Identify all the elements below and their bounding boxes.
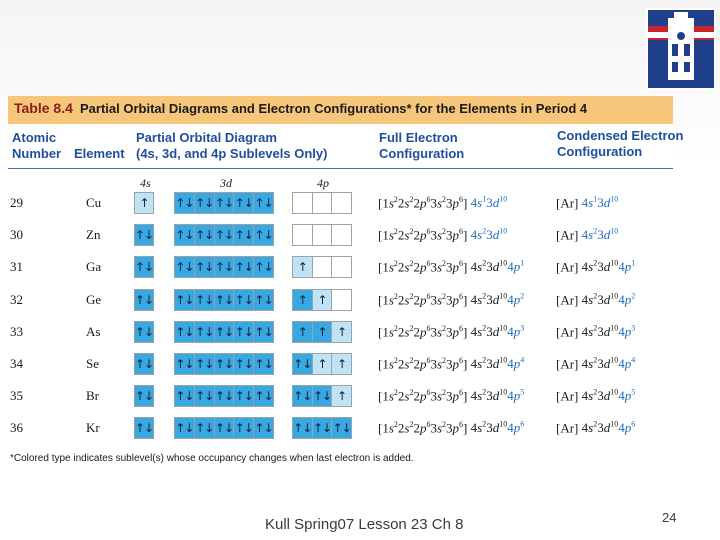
- orbital-4p: [292, 289, 352, 311]
- orbital-arrow: ↑↓: [215, 386, 235, 406]
- orbital-4s: [134, 417, 154, 439]
- orbital-arrow: ↑↓: [215, 418, 235, 438]
- orbital-arrow: ↑: [293, 322, 313, 342]
- orbital-3d: [174, 321, 274, 343]
- orbital-arrow: ↑↓: [135, 421, 154, 435]
- orbital-arrow: ↑↓: [234, 418, 254, 438]
- orbital-arrow: ↑↓: [254, 357, 273, 371]
- orbital-arrow: ↑: [332, 354, 351, 374]
- orbital-4p: [292, 417, 352, 439]
- orbital-arrow: ↑↓: [234, 225, 254, 245]
- element-symbol: Br: [86, 388, 99, 403]
- condensed-config: [Ar] $4s^23d^{10}4p^5$: [556, 388, 636, 404]
- orbital-arrow: ↑↓: [234, 193, 254, 213]
- orbital-arrow: ↑↓: [195, 386, 215, 406]
- orbital-arrow: ↑↓: [195, 354, 215, 374]
- orbital-4p: [292, 256, 352, 278]
- orbital-4s: [134, 256, 154, 278]
- orbital-arrow: [313, 193, 333, 213]
- element-symbol: Ga: [86, 259, 102, 274]
- full-config: $[1s^22s^22p^63s^23p^6]$ $4s^23d^{10}4p^3$: [378, 324, 525, 340]
- atomic-number: 32: [10, 292, 23, 307]
- orbital-arrow: ↑↓: [135, 228, 154, 242]
- orbital-arrow: ↑↓: [254, 293, 273, 307]
- orbital-4p: [292, 321, 352, 343]
- orbital-arrow: ↑↓: [234, 290, 254, 310]
- sublevel-label-4p: 4p: [317, 176, 329, 190]
- orbital-4s: [134, 321, 154, 343]
- condensed-config: [Ar] $4s^23d^{10}$: [556, 227, 619, 243]
- header-orbital-line1: Partial Orbital Diagram: [136, 130, 277, 145]
- full-config: $[1s^22s^22p^63s^23p^6]$ $4s^13d^{10}$: [378, 195, 508, 211]
- full-config: $[1s^22s^22p^63s^23p^6]$ $4s^23d^{10}4p^2$: [378, 292, 525, 308]
- orbital-arrow: ↑: [293, 257, 313, 277]
- orbital-arrow: ↑↓: [254, 325, 273, 339]
- atomic-number: 34: [10, 356, 23, 371]
- orbital-arrow: ↑↓: [215, 354, 235, 374]
- orbital-arrow: ↑↓: [135, 357, 154, 371]
- orbital-arrow: [332, 257, 351, 277]
- header-orbital-diagram: [136, 130, 327, 162]
- orbital-arrow: ↑↓: [215, 193, 235, 213]
- orbital-arrow: [332, 193, 351, 213]
- orbital-arrow: ↑: [313, 322, 333, 342]
- orbital-4p: [292, 224, 352, 246]
- orbital-table: [8, 96, 684, 466]
- orbital-arrow: [313, 257, 333, 277]
- orbital-arrow: ↑: [332, 322, 351, 342]
- condensed-config: [Ar] $4s^23d^{10}4p^6$: [556, 420, 636, 436]
- full-config: $[1s^22s^22p^63s^23p^6]$ $4s^23d^{10}4p^5$: [378, 388, 525, 404]
- table-title-bar: [8, 96, 673, 124]
- orbital-arrow: [313, 225, 333, 245]
- atomic-number: 33: [10, 324, 23, 339]
- orbital-arrow: ↑↓: [195, 290, 215, 310]
- orbital-arrow: ↑↓: [175, 354, 195, 374]
- orbital-arrow: ↑↓: [254, 196, 273, 210]
- orbital-arrow: ↑↓: [195, 257, 215, 277]
- atomic-number: 35: [10, 388, 23, 403]
- orbital-arrow: ↑↓: [254, 421, 273, 435]
- slide-footer: Kull Spring07 Lesson 23 Ch 8: [265, 516, 464, 533]
- orbital-arrow: ↑↓: [313, 386, 333, 406]
- header-condensed-line2: Configuration: [557, 144, 643, 159]
- orbital-arrow: ↑↓: [135, 325, 154, 339]
- sublevel-label-4s: 4s: [140, 176, 151, 190]
- orbital-arrow: ↑↓: [254, 389, 273, 403]
- orbital-4p: [292, 353, 352, 375]
- orbital-3d: [174, 256, 274, 278]
- condensed-config: [Ar] $4s^23d^{10}4p^4$: [556, 356, 636, 372]
- orbital-arrow: ↑↓: [215, 257, 235, 277]
- orbital-arrow: ↑↓: [195, 193, 215, 213]
- orbital-arrow: ↑↓: [254, 228, 273, 242]
- orbital-4s: [134, 224, 154, 246]
- condensed-config: [Ar] $4s^13d^{10}$: [556, 195, 619, 211]
- orbital-arrow: ↑↓: [332, 418, 351, 438]
- orbital-arrow: ↑↓: [313, 418, 333, 438]
- element-symbol: As: [86, 324, 101, 339]
- condensed-config: [Ar] $4s^23d^{10}4p^1$: [556, 259, 636, 275]
- orbital-arrow: [332, 225, 351, 245]
- orbital-arrow: ↑↓: [175, 322, 195, 342]
- full-config: $[1s^22s^22p^63s^23p^6]$ $4s^23d^{10}4p^4$: [378, 356, 525, 372]
- orbital-arrow: ↑↓: [293, 418, 313, 438]
- orbital-3d: [174, 385, 274, 407]
- orbital-3d: [174, 192, 274, 214]
- header-atomic-line1: Atomic: [12, 130, 57, 145]
- header-orbital-line2: (4s, 3d, and 4p Sublevels Only): [136, 146, 328, 161]
- orbital-arrow: ↑↓: [215, 290, 235, 310]
- orbital-arrow: ↑↓: [175, 193, 195, 213]
- atomic-number: 29: [10, 195, 23, 210]
- table-title: Partial Orbital Diagrams and Electron Configurations* for the Elements in Period 4: [80, 101, 588, 116]
- orbital-arrow: ↑: [293, 290, 313, 310]
- header-full-config: [379, 130, 464, 162]
- orbital-arrow: ↑↓: [195, 322, 215, 342]
- atomic-number: 36: [10, 420, 23, 435]
- full-config: $[1s^22s^22p^63s^23p^6]$ $4s^23d^{10}4p^1$: [378, 259, 525, 275]
- orbital-arrow: ↑↓: [135, 260, 154, 274]
- condensed-config: [Ar] $4s^23d^{10}4p^2$: [556, 292, 636, 308]
- orbital-arrow: ↑↓: [215, 225, 235, 245]
- orbital-arrow: ↑: [332, 386, 351, 406]
- element-symbol: Kr: [86, 420, 100, 435]
- header-full-line2: Configuration: [379, 146, 465, 161]
- orbital-arrow: ↑↓: [234, 354, 254, 374]
- orbital-arrow: ↑↓: [234, 322, 254, 342]
- orbital-arrow: ↑↓: [175, 418, 195, 438]
- orbital-arrow: ↑↓: [195, 225, 215, 245]
- orbital-3d: [174, 224, 274, 246]
- orbital-arrow: ↑↓: [175, 290, 195, 310]
- element-symbol: Ge: [86, 292, 102, 307]
- header-full-line1: Full Electron: [379, 130, 458, 145]
- orbital-arrow: ↑: [139, 196, 149, 210]
- table-number: Table 8.4: [14, 100, 73, 116]
- condensed-config: [Ar] $4s^23d^{10}4p^3$: [556, 324, 636, 340]
- orbital-arrow: ↑↓: [215, 322, 235, 342]
- university-seal-logo: [646, 8, 716, 90]
- orbital-arrow: ↑: [313, 354, 333, 374]
- orbital-4s: [134, 353, 154, 375]
- orbital-3d: [174, 353, 274, 375]
- orbital-4s: [134, 192, 154, 214]
- orbital-arrow: ↑↓: [135, 389, 154, 403]
- orbital-arrow: ↑↓: [135, 293, 154, 307]
- element-symbol: Cu: [86, 195, 102, 210]
- full-config: $[1s^22s^22p^63s^23p^6]$ $4s^23d^{10}$: [378, 227, 508, 243]
- orbital-arrow: ↑↓: [254, 260, 273, 274]
- orbital-arrow: ↑↓: [234, 386, 254, 406]
- orbital-3d: [174, 417, 274, 439]
- header-atomic-number: [12, 130, 61, 162]
- orbital-4p: [292, 385, 352, 407]
- orbital-arrow: ↑↓: [293, 386, 313, 406]
- header-element: Element: [74, 146, 125, 161]
- table-footnote: *Colored type indicates sublevel(s) whose occupancy changes when last electron is added.: [10, 453, 414, 464]
- orbital-arrow: ↑↓: [293, 354, 313, 374]
- orbital-4p: [292, 192, 352, 214]
- orbital-arrow: ↑↓: [234, 257, 254, 277]
- orbital-arrow: ↑: [313, 290, 333, 310]
- orbital-arrow: [293, 225, 313, 245]
- orbital-arrow: [293, 193, 313, 213]
- orbital-arrow: ↑↓: [175, 386, 195, 406]
- atomic-number: 30: [10, 227, 23, 242]
- sublevel-label-3d: 3d: [220, 176, 232, 190]
- page-number: 24: [662, 510, 677, 525]
- element-symbol: Se: [86, 356, 99, 371]
- orbital-arrow: ↑↓: [195, 418, 215, 438]
- orbital-arrow: [332, 290, 351, 310]
- full-config: $[1s^22s^22p^63s^23p^6]$ $4s^23d^{10}4p^6$: [378, 420, 525, 436]
- orbital-arrow: ↑↓: [175, 225, 195, 245]
- header-condensed-line1: Condensed Electron: [557, 128, 684, 143]
- header-condensed-config: [557, 128, 683, 160]
- header-atomic-line2: Number: [12, 146, 62, 161]
- header-rule: [8, 168, 673, 169]
- orbital-4s: [134, 385, 154, 407]
- element-symbol: Zn: [86, 227, 101, 242]
- orbital-arrow: ↑↓: [175, 257, 195, 277]
- orbital-4s: [134, 289, 154, 311]
- orbital-3d: [174, 289, 274, 311]
- atomic-number: 31: [10, 259, 23, 274]
